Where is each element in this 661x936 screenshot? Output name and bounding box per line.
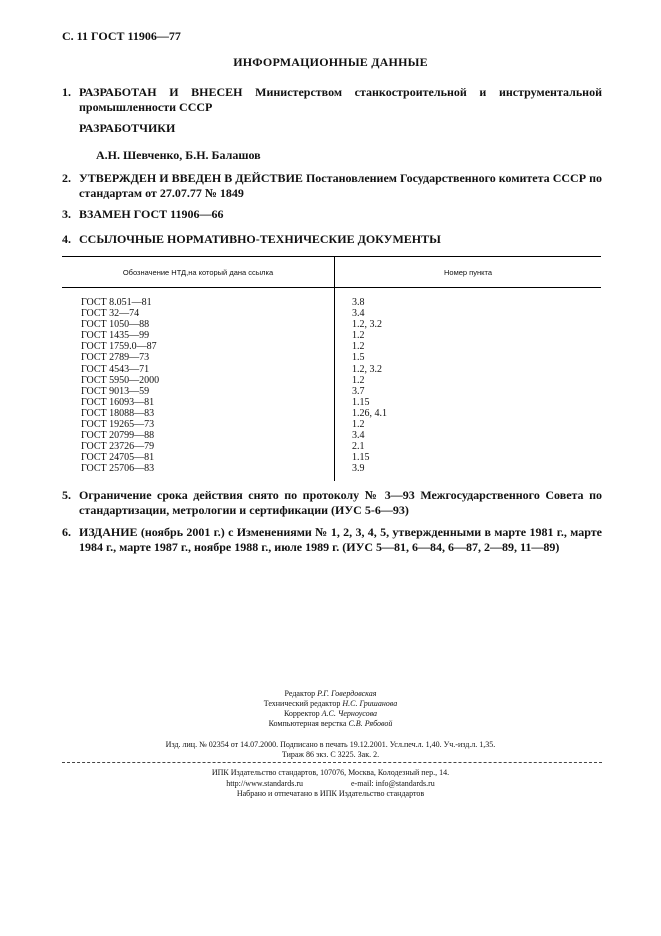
document-cell: ГОСТ 19265—73 [81, 419, 155, 431]
clause-cell: 3.7 [352, 385, 365, 397]
publisher-block [0, 768, 661, 800]
clause-cell: 1.5 [352, 352, 365, 364]
publisher-printed: Набрано и отпечатано в ИПК Издательство стандартов [236, 789, 425, 798]
item-3 [62, 207, 602, 222]
document-cell: ГОСТ 32—74 [81, 308, 140, 320]
column-header-clause: Номер пункта [335, 257, 602, 288]
credit-role: Технический редактор [263, 699, 341, 708]
clause-cell: 1.2, 3.2 [352, 319, 382, 331]
item-number: 2. [62, 171, 71, 185]
clause-cell: 1.2 [352, 419, 365, 431]
page-title: ИНФОРМАЦИОННЫЕ ДАННЫЕ [233, 55, 428, 69]
credit-name: Н.С. Гришанова [342, 699, 398, 708]
clause-column [335, 288, 602, 481]
publisher-email: e-mail: info@standards.ru [351, 778, 435, 788]
credit-name: С.В. Рябовой [348, 719, 393, 728]
item-number: 1. [62, 85, 71, 99]
clause-cell: 3.8 [352, 297, 365, 308]
item-text: РАЗРАБОТАН И ВНЕСЕН Министерством станкостроительной и инструментальной промышленности СССР [79, 85, 602, 114]
clause-cell: 1.26, 4.1 [352, 407, 387, 419]
page-header: С. 11 ГОСТ 11906—77 [62, 29, 181, 43]
table-header-row [62, 257, 601, 288]
document-column [62, 288, 335, 481]
credit-proofreader [0, 709, 661, 719]
document-cell: ГОСТ 2789—73 [81, 352, 150, 364]
document-cell: ГОСТ 1759.0—87 [81, 341, 157, 353]
item-number: 6. [62, 525, 71, 539]
document-cell: ГОСТ 8.051—81 [81, 297, 152, 308]
clause-cell: 1.2 [352, 374, 365, 386]
item-6 [62, 525, 602, 555]
document-cell: ГОСТ 1435—99 [81, 330, 150, 342]
item-5 [62, 488, 602, 518]
document-cell: ГОСТ 25706—83 [81, 463, 155, 475]
item-number: 4. [62, 232, 71, 246]
imprint-license: Изд. лиц. № 02354 от 14.07.2000. Подписано в печать 19.12.2001. Усл.печ.л. 1,40. Уч.-изд.л. 1,35. [165, 740, 496, 749]
credits-block [0, 689, 661, 729]
clause-cell: 3.4 [352, 430, 365, 442]
document-cell: ГОСТ 23726—79 [81, 441, 155, 453]
clause-cell: 1.15 [352, 452, 370, 464]
item-4 [62, 232, 602, 247]
credit-editor [0, 689, 661, 699]
imprint-print-run: Тираж 86 экз. С 3225. Зак. 2. [281, 750, 380, 759]
developers-names: А.Н. Шевченко, Б.Н. Балашов [96, 148, 261, 162]
credit-name: А.С. Черноусова [321, 709, 378, 718]
clause-cell: 3.9 [352, 463, 365, 475]
item-text: ИЗДАНИЕ (ноябрь 2001 г.) с Изменениями № 1, 2, 3, 4, 5, утвержденными в марте 1981 г., марте 1984 г., марте 1987 г., ноябре 1988 г., июле 1989 г. (ИУС 5—81, 6—84, 6—87, 2—89, 11—89) [79, 525, 602, 554]
table-body-row [62, 288, 601, 481]
item-text: Ограничение срока действия снято по протоколу № 3—93 Межгосударственного Совета по стандартизации, метрологии и сертификации (ИУС 5-6—93) [79, 488, 602, 517]
publisher-website: http://www.standards.ru [226, 778, 303, 788]
item-text: ССЫЛОЧНЫЕ НОРМАТИВНО-ТЕХНИЧЕСКИЕ ДОКУМЕНТЫ [79, 232, 441, 246]
reference-documents-table [62, 256, 601, 481]
clause-cell: 3.4 [352, 308, 365, 320]
developers-heading: РАЗРАБОТЧИКИ [79, 121, 176, 135]
document-cell: ГОСТ 9013—59 [81, 385, 150, 397]
document-cell: ГОСТ 24705—81 [81, 452, 155, 464]
credit-name: Р.Г. Говердовская [317, 689, 377, 698]
publisher-contacts [0, 779, 661, 790]
credit-role: Корректор [283, 709, 320, 718]
separator-line [62, 762, 602, 763]
document-cell: ГОСТ 5950—2000 [81, 374, 160, 386]
document-cell: ГОСТ 1050—88 [81, 319, 150, 331]
item-2 [62, 171, 602, 201]
item-number: 3. [62, 207, 71, 221]
clause-cell: 2.1 [352, 441, 365, 453]
document-cell: ГОСТ 4543—71 [81, 363, 150, 375]
document-cell: ГОСТ 16093—81 [81, 396, 155, 408]
document-cell: ГОСТ 18088—83 [81, 407, 155, 419]
clause-cell: 1.2 [352, 330, 365, 342]
item-1 [62, 85, 602, 115]
item-text: ВЗАМЕН ГОСТ 11906—66 [79, 207, 224, 221]
clause-cell: 1.2 [352, 341, 365, 353]
credit-layout [0, 719, 661, 729]
credit-role: Компьютерная верстка [268, 719, 347, 728]
credit-role: Редактор [284, 689, 316, 698]
credit-tech-editor [0, 699, 661, 709]
item-text: УТВЕРЖДЕН И ВВЕДЕН В ДЕЙСТВИЕ Постановлением Государственного комитета СССР по стандартам от 27.07.77 № 1849 [79, 171, 602, 200]
clause-cell: 1.2, 3.2 [352, 363, 382, 375]
clause-cell: 1.15 [352, 396, 370, 408]
column-header-document: Обозначение НТД,на который дана ссылка [62, 257, 335, 288]
item-number: 5. [62, 488, 71, 502]
publisher-address: ИПК Издательство стандартов, 107076, Москва, Колодезный пер., 14. [211, 768, 450, 777]
document-cell: ГОСТ 20799—88 [81, 430, 155, 442]
